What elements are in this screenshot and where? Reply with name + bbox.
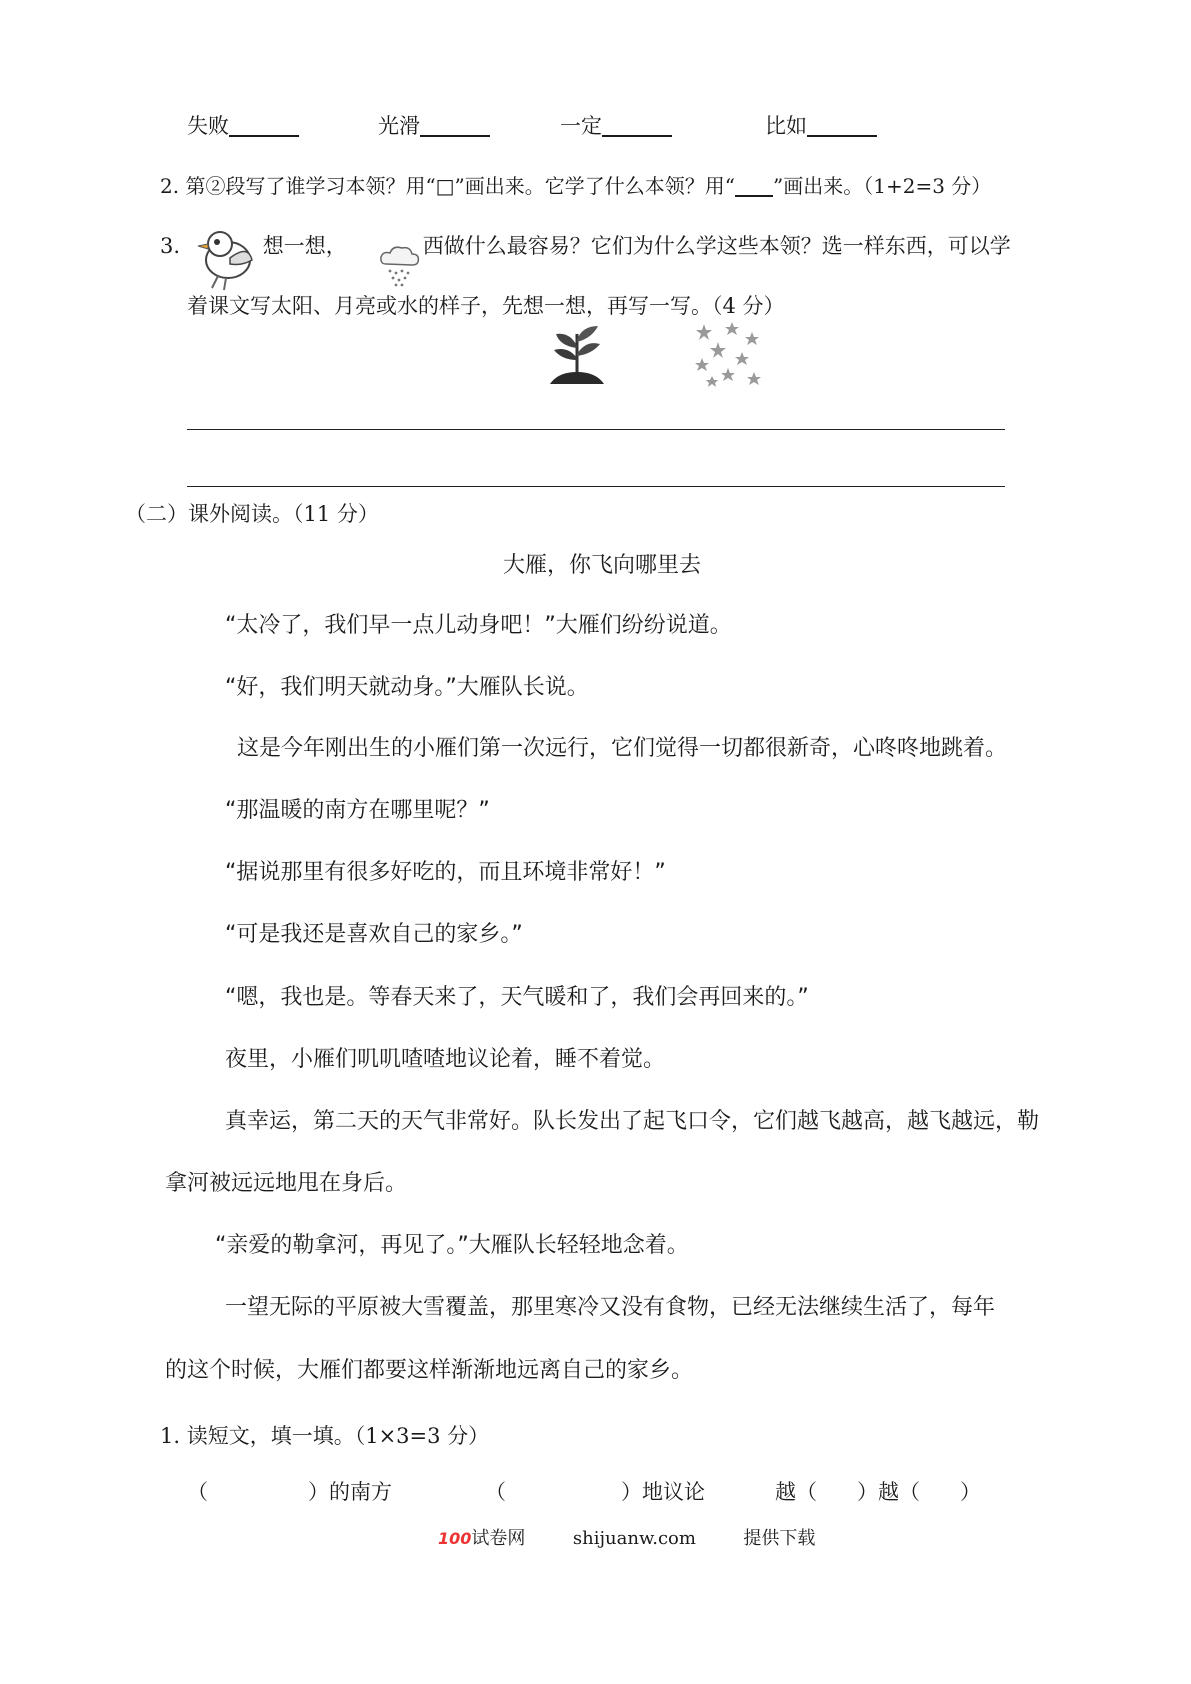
fill-item-3 <box>775 1476 981 1506</box>
fill-blank[interactable] <box>229 115 299 137</box>
story-paragraph: 夜里，小雁们叽叽喳喳地议论着，睡不着觉。 <box>225 1047 666 1072</box>
story-paragraph-continued: 的这个时候，大雁们都要这样渐渐地远离自己的家乡。 <box>165 1358 694 1383</box>
question-3-line-2: 着课文写太阳、月亮或水的样子，先想一想，再写一写。（4 分） <box>187 294 785 318</box>
story-paragraph: 真幸运，第二天的天气非常好。队长发出了起飞口令，它们越飞越高，越飞越远，勒 <box>225 1109 1040 1134</box>
fill-text: 越（ <box>775 1480 817 1504</box>
footer-note: 提供下载 <box>743 1528 816 1549</box>
stars-icon <box>692 322 762 388</box>
section-heading: （二）课外阅读。（11 分） <box>125 502 379 526</box>
story-paragraph-continued: 拿河被远远地甩在身后。 <box>165 1171 408 1196</box>
question-text: 想一想， <box>262 234 347 258</box>
vocab-word: 失败 <box>187 114 229 138</box>
vocab-word: 一定 <box>560 114 602 138</box>
vocab-item-4 <box>765 110 877 140</box>
fill-text: ）的南方 <box>308 1480 392 1504</box>
vocab-word: 光滑 <box>378 114 420 138</box>
vocab-item-2 <box>378 110 490 140</box>
question-text: 西做什么最容易？它们为什么学这些本领？选一样东西，可以学 <box>422 234 1011 258</box>
story-paragraph: “亲爱的勒拿河，再见了。”大雁队长轻轻地念着。 <box>215 1233 689 1258</box>
logo-number: 100 <box>438 1529 472 1548</box>
paren: （ <box>187 1480 208 1504</box>
vocab-item-1 <box>187 110 299 140</box>
story-paragraph: 一望无际的平原被大雪覆盖，那里寒冷又没有食物，已经无法继续生活了，每年 <box>225 1295 996 1320</box>
underline-symbol <box>735 177 773 197</box>
question-3-line-1 <box>160 230 1011 260</box>
vocab-item-3 <box>560 110 672 140</box>
fill-text: ） <box>960 1480 981 1504</box>
story-paragraph: “据说那里有很多好吃的，而且环境非常好！” <box>225 860 666 885</box>
story-paragraph: 这是今年刚出生的小雁们第一次远行，它们觉得一切都很新奇，心咚咚地跳着。 <box>237 736 1008 761</box>
answer-line-1[interactable] <box>187 429 1005 430</box>
story-paragraph: “可是我还是喜欢自己的家乡。” <box>225 922 523 947</box>
paren: （ <box>485 1480 506 1504</box>
question-text: 2. 第②段写了谁学习本领？用“□”画出来。它学了什么本领？用“ <box>160 174 736 198</box>
answer-line-2[interactable] <box>187 486 1005 487</box>
story-title: 大雁，你飞向哪里去 <box>503 553 702 578</box>
story-paragraph: “好，我们明天就动身。”大雁队长说。 <box>225 675 589 700</box>
fill-blank[interactable] <box>420 115 490 137</box>
sprout-icon <box>548 320 606 386</box>
reading-question-1: 1. 读短文，填一填。（1×3=3 分） <box>160 1424 490 1448</box>
question-text: ”画出来。（1+2=3 分） <box>773 174 992 198</box>
cloud-rain-icon <box>376 240 424 288</box>
fill-item-2 <box>485 1476 705 1506</box>
logo-text: 试卷网 <box>471 1528 526 1549</box>
bird-icon <box>190 222 262 294</box>
question-number: 3. <box>160 234 187 258</box>
fill-text: ）越（ <box>857 1480 920 1504</box>
story-paragraph: “太冷了，我们早一点儿动身吧！”大雁们纷纷说道。 <box>225 613 732 638</box>
question-2 <box>160 170 991 199</box>
footer <box>438 1524 815 1550</box>
vocab-word: 比如 <box>765 114 807 138</box>
footer-site[interactable]: shijuanw.com <box>572 1528 696 1549</box>
fill-blank[interactable] <box>807 115 877 137</box>
fill-item-1 <box>187 1476 392 1506</box>
story-paragraph: “嗯，我也是。等春天来了，天气暖和了，我们会再回来的。” <box>225 985 809 1010</box>
fill-text: ）地议论 <box>621 1480 705 1504</box>
story-paragraph: “那温暖的南方在哪里呢？” <box>225 798 490 823</box>
fill-blank[interactable] <box>602 115 672 137</box>
